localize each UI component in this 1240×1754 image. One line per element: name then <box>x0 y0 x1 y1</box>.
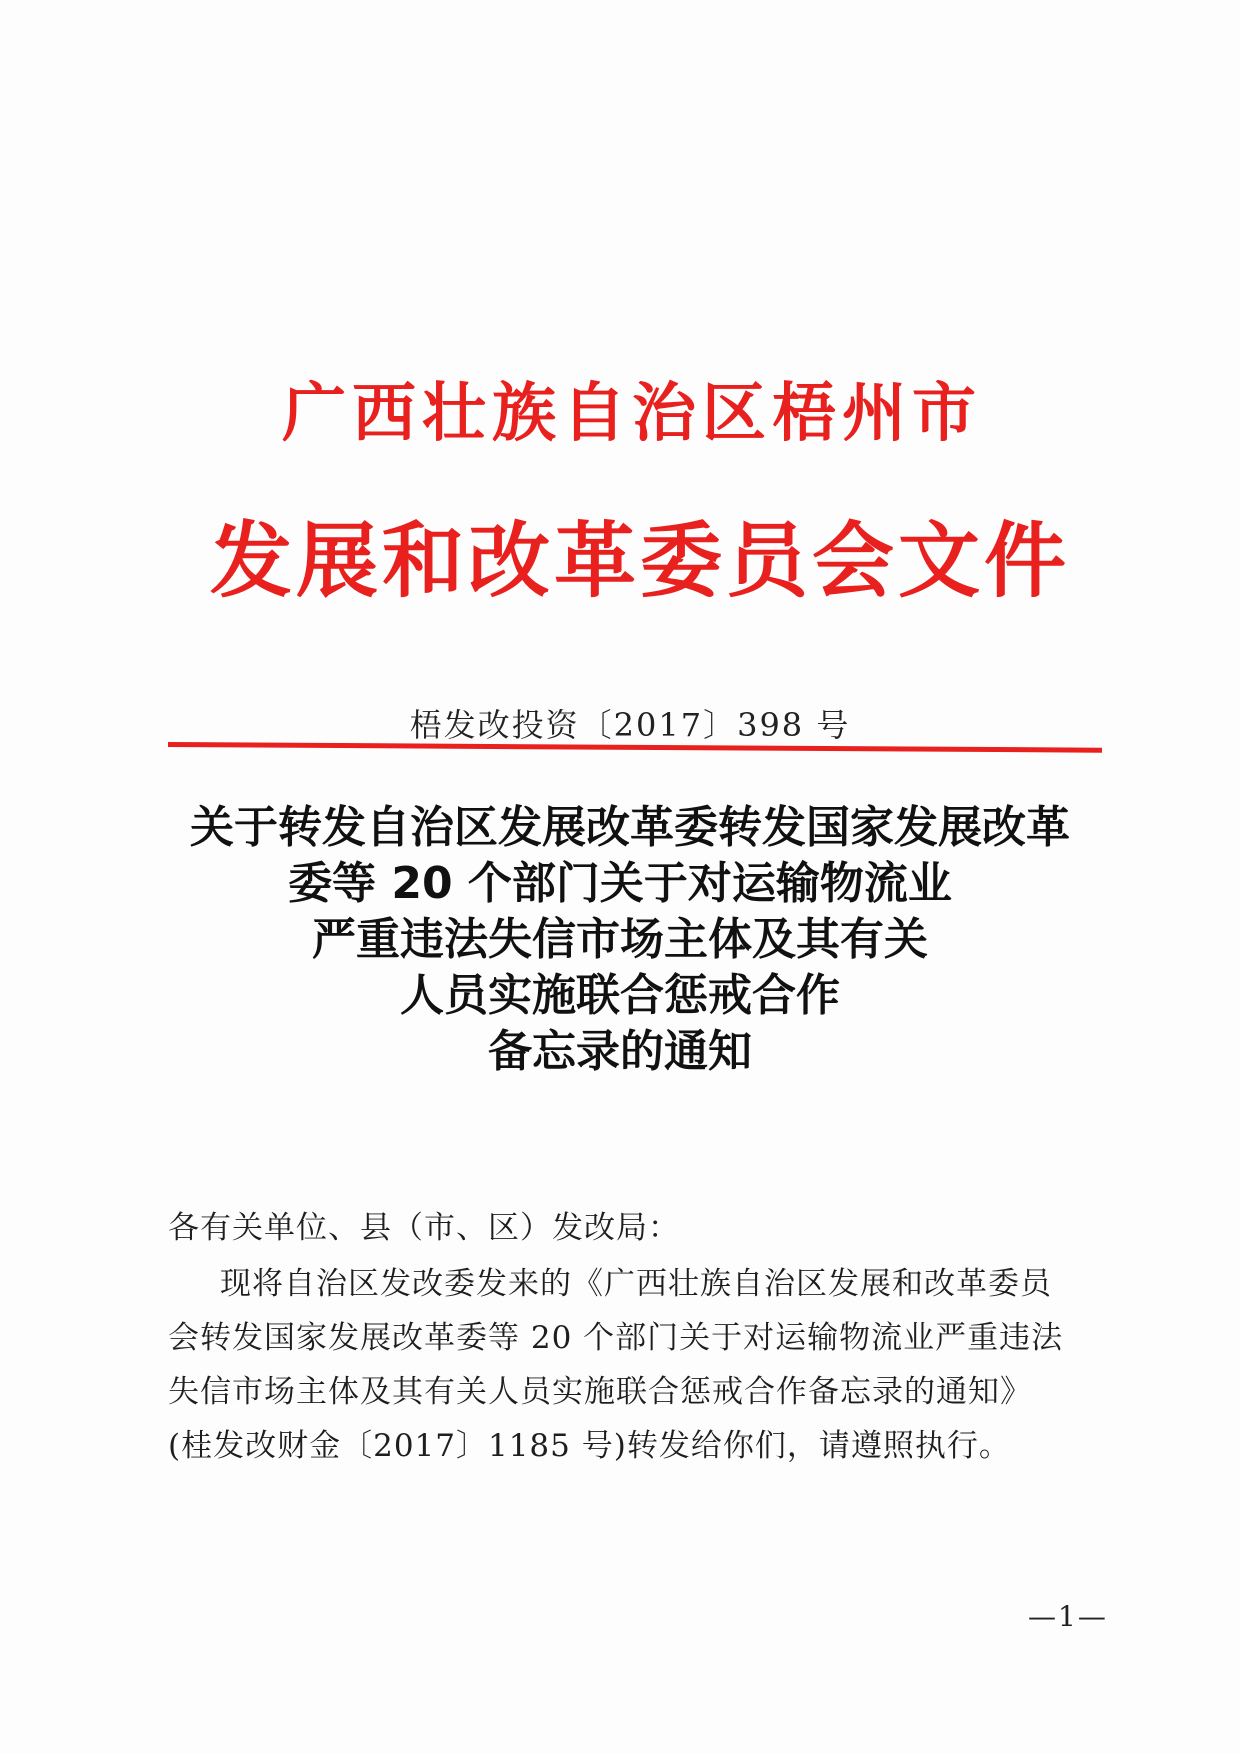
body-paragraph-line: 现将自治区发改委发来的《广西壮族自治区发展和改革委员 <box>220 1266 1052 1302</box>
issuing-authority-line-1: 广西壮族自治区梧州市 <box>282 376 982 451</box>
body-paragraph-line: (桂发改财金〔2017〕1185 号)转发给你们，请遵照执行。 <box>168 1428 1011 1464</box>
page-number: —1— <box>1028 1600 1108 1633</box>
title-line: 人员实施联合惩戒合作 <box>400 970 840 1021</box>
body-paragraph-line: 失信市场主体及其有关人员实施联合惩戒合作备忘录的通知》 <box>168 1374 1032 1410</box>
salutation: 各有关单位、县（市、区）发改局： <box>168 1210 680 1246</box>
title-line: 关于转发自治区发展改革委转发国家发展改革 <box>190 802 1070 853</box>
title-line: 严重违法失信市场主体及其有关 <box>312 914 928 965</box>
title-line: 备忘录的通知 <box>488 1026 752 1077</box>
document-body <box>168 1202 1098 1474</box>
body-paragraph-line: 会转发国家发展改革委等 20 个部门关于对运输物流业严重违法 <box>168 1320 1064 1356</box>
issuing-authority-line-2: 发展和改革委员会文件 <box>209 513 1070 609</box>
document-title <box>0 800 1240 1080</box>
title-line: 委等 20 个部门关于对运输物流业 <box>288 858 952 909</box>
document-number: 梧发改投资〔2017〕398 号 <box>409 706 851 744</box>
